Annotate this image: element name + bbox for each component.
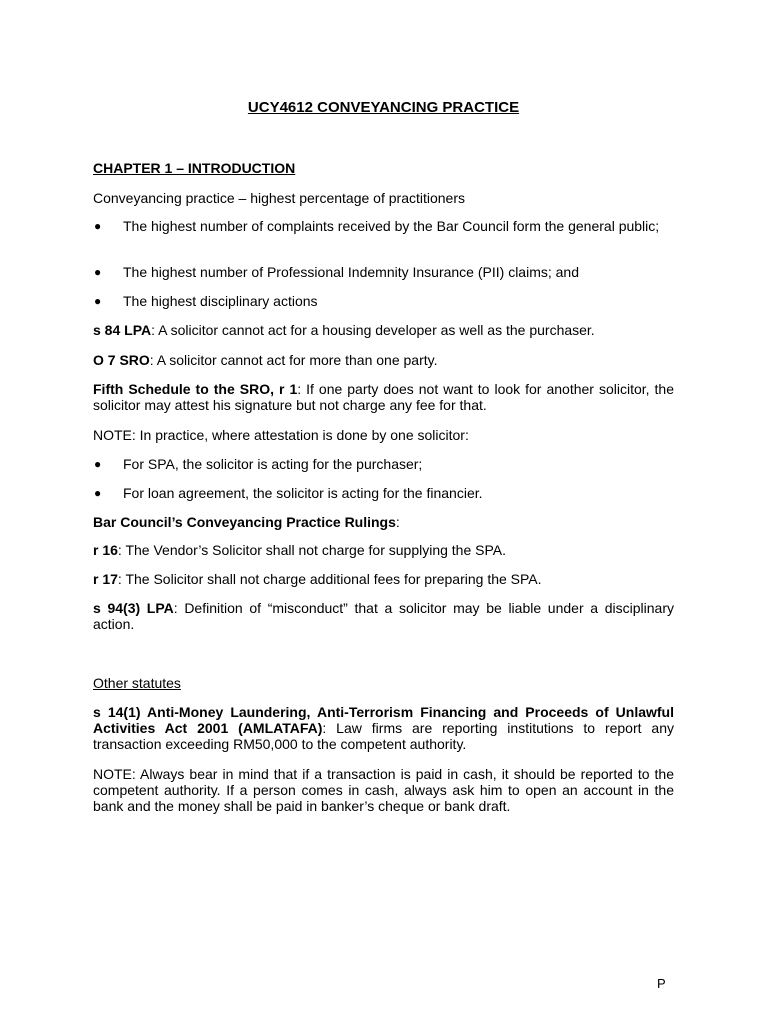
statute-text: : A solicitor cannot act for more than one party. [149, 352, 438, 368]
statute-label: r 17 [93, 571, 118, 587]
paragraph-r17 [93, 571, 674, 587]
statute-text: : A solicitor cannot act for a housing developer as well as the purchaser. [151, 322, 595, 338]
paragraph-s94-lpa [93, 600, 674, 632]
paragraph-r16 [93, 542, 674, 558]
list-item-text: The highest disciplinary actions [123, 293, 318, 309]
paragraph-o7-sro [93, 352, 674, 368]
chapter-heading [93, 160, 674, 176]
statute-label: s 84 LPA [93, 322, 152, 338]
statute-text: : Law firms are reporting institutions to report any transaction exceeding RM50,000 to the competent authority. [93, 720, 674, 752]
paragraph-s84-lpa [93, 322, 674, 338]
statute-text: : If one party does not want to look for another solicitor, the solicitor may attest his signature but not charge any fee for that. [93, 381, 674, 413]
intro-paragraph: Conveyancing practice – highest percentage of practitioners [93, 190, 465, 206]
chapter-heading-text: CHAPTER 1 – INTRODUCTION [93, 160, 296, 176]
statute-label: O 7 SRO [93, 352, 150, 368]
other-statutes-text: Other statutes [93, 675, 181, 691]
other-statutes-heading [93, 675, 674, 691]
statute-label: s 94(3) LPA [93, 600, 174, 616]
bar-council-rulings-heading [93, 514, 674, 530]
statute-text: : The Solicitor shall not charge additional fees for preparing the SPA. [117, 571, 542, 587]
bullet-icon: ● [94, 457, 102, 471]
document-title: UCY4612 CONVEYANCING PRACTICE [247, 99, 520, 116]
statute-text: : The Vendor’s Solicitor shall not charge for supplying the SPA. [117, 542, 506, 558]
note-attestation: NOTE: In practice, where attestation is done by one solicitor: [93, 427, 469, 443]
note-cash-transactions: NOTE: Always bear in mind that if a transaction is paid in cash, it should be reported to the competent authority. If a person comes in cash, always ask him to open an account in the bank and the money shall be paid in banker’s cheque or bank draft. [93, 766, 674, 814]
statute-label: s 14(1) Anti-Money Laundering, Anti-Terrorism Financing and Proceeds of Unlawful Activities Act 2001 (AMLATAFA) [93, 704, 674, 736]
paragraph-amlatafa [93, 704, 674, 752]
statute-label: Fifth Schedule to the SRO, r 1 [93, 381, 298, 397]
statute-text: : Definition of “misconduct” that a solicitor may be liable under a disciplinary action. [93, 600, 674, 632]
paragraph-fifth-schedule [93, 381, 674, 413]
list-item-text: The highest number of complaints received by the Bar Council form the general public; [123, 218, 660, 234]
statute-label: Bar Council’s Conveyancing Practice Rulings [93, 514, 396, 530]
bullet-icon: ● [94, 486, 102, 500]
bullet-icon: ● [94, 294, 102, 308]
page-number-mark: P [657, 976, 666, 991]
list-item-text: The highest number of Professional Indemnity Insurance (PII) claims; and [123, 264, 579, 280]
bullet-icon: ● [94, 219, 102, 233]
statute-label: r 16 [93, 542, 118, 558]
list-item-text: For loan agreement, the solicitor is acting for the financier. [123, 485, 483, 501]
statute-text: : [395, 514, 400, 530]
list-item-text: For SPA, the solicitor is acting for the purchaser; [123, 456, 423, 472]
bullet-icon: ● [94, 265, 102, 279]
